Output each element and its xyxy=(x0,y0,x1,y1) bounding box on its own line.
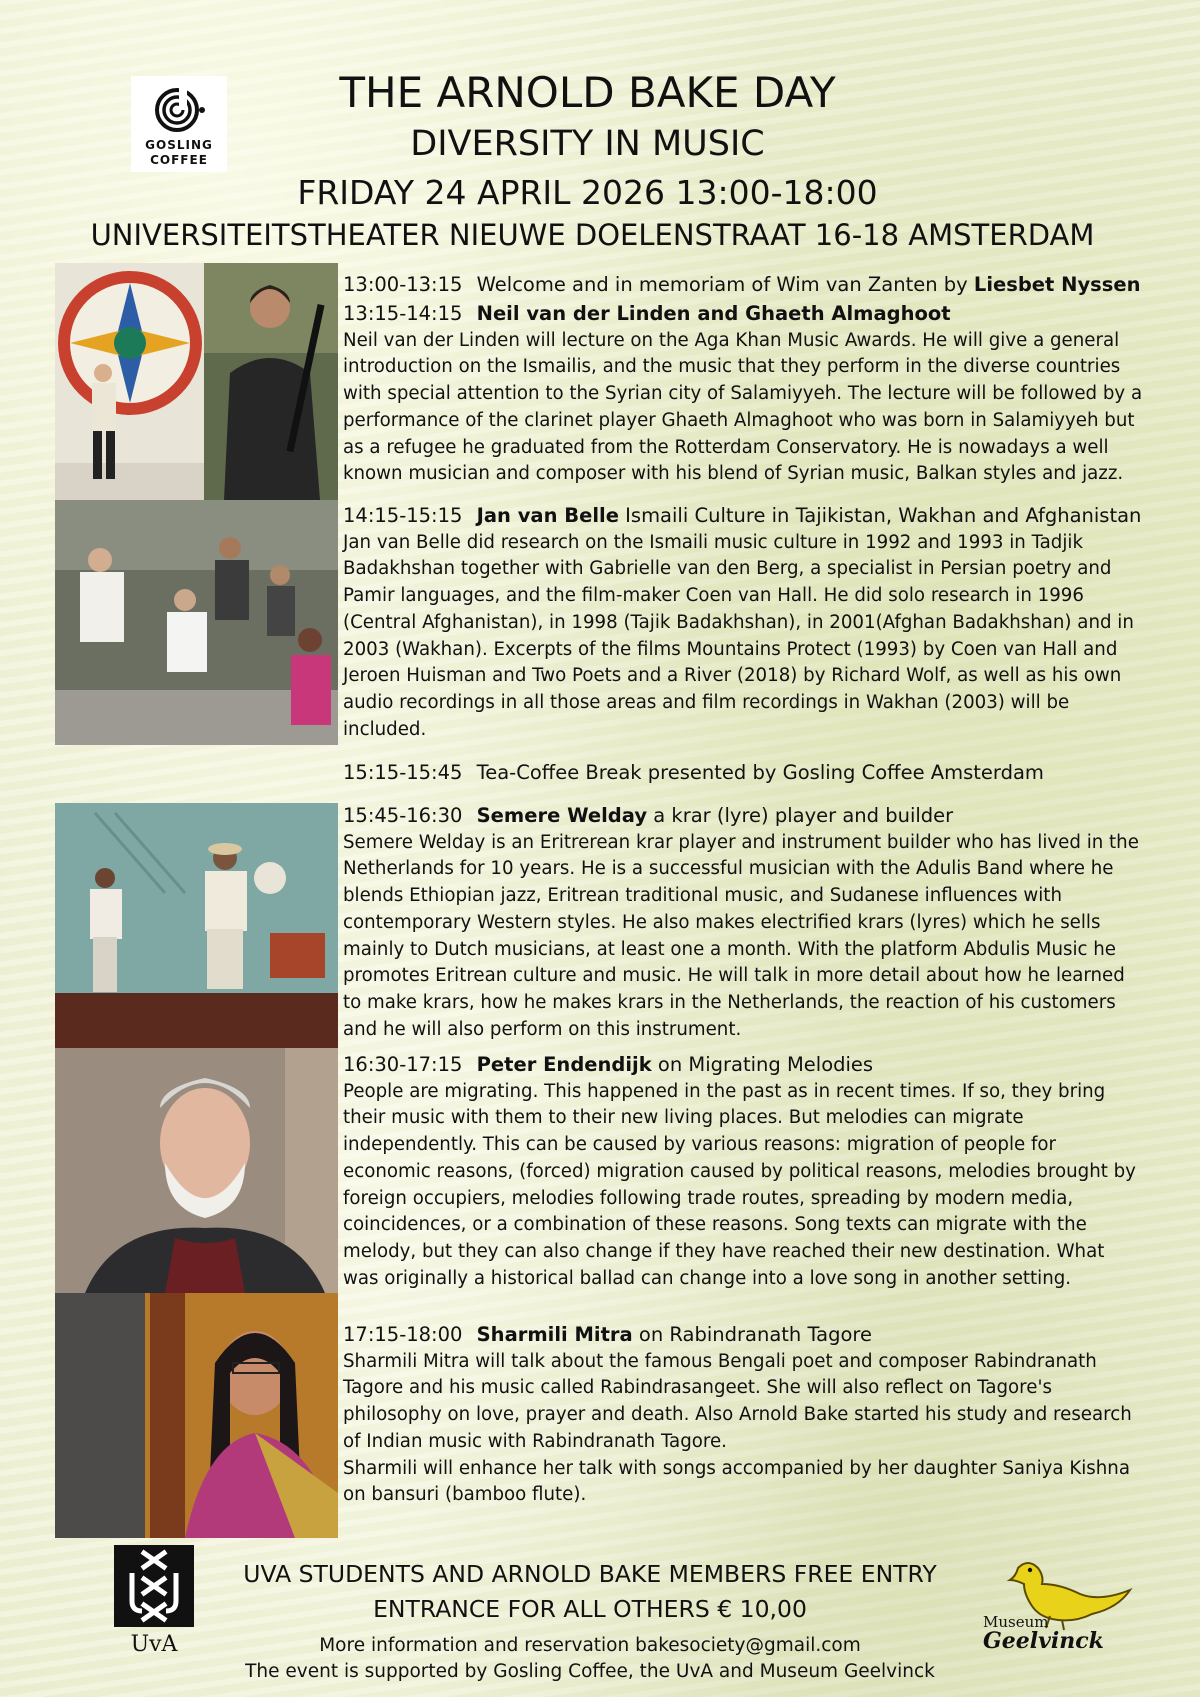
session-description: Sharmili Mitra will talk about the famous Bengali poet and composer Rabindranath Tagore and his music called Rabindrasangeet. She will also reflect on Tagore's philosophy on love, prayer and death. Also Arnold Bake started his study and research of Indian music with Rabindranath Tagore. xyxy=(343,1350,1132,1452)
session-speaker: Liesbet Nyssen xyxy=(973,273,1141,296)
session-jan-van-belle xyxy=(343,503,1143,743)
session-semere-welday xyxy=(343,803,1143,1043)
session-description: Semere Welday is an Eritrerean krar player and instrument builder who has lived in the Netherlands for 10 years. He is a successful musician with the Adulis Band where he blends Ethiopian jazz, Eritrean traditional music, and Sudanese influences with contemporary Western styles. He also makes electrified krars (lyres) which he sells mainly to Dutch musicians, at least one a month. With the platform Abdulis Music he promotes Eritrean culture and music. He will talk in more detail about how he learned to make krars, how he makes krars in the Netherlands, the reaction of his customers and he will also perform on this instrument. xyxy=(343,831,1139,1040)
session-description: People are migrating. This happened in the past as in recent times. If so, they bring their music with them to their new living places. But melodies can migrate independently. This can be caused by various reasons: migration of people for economic reasons, (forced) migration caused by political reasons, melodies brought by foreign occupiers, melodies following trade routes, spreading by modern media, coincidences, or a combination of these reasons. Song texts can migrate with the melody, but they can also change if they have reached their new destination. What was originally a historical ballad can change into a love song in another setting. xyxy=(343,1080,1136,1289)
coffee-label: COFFEE xyxy=(150,153,208,167)
entrance-fee: ENTRANCE FOR ALL OTHERS € 10,00 xyxy=(373,1595,807,1623)
session-peter-endendijk xyxy=(343,1052,1143,1292)
event-date: FRIDAY 24 APRIL 2026 13:00-18:00 xyxy=(297,173,878,212)
uva-label: UvA xyxy=(130,1632,178,1657)
uva-crosses-icon xyxy=(114,1545,194,1627)
event-venue: UNIVERSITEITSTHEATER NIEUWE DOELENSTRAAT 16-18 AMSTERDAM xyxy=(90,218,1095,252)
session-speaker: Sharmili Mitra xyxy=(476,1323,633,1346)
session-description-extra: Sharmili will enhance her talk with songs accompanied by her daughter Saniya Kishna on bansuri (bamboo flute). xyxy=(343,1457,1130,1506)
photo-sharmili-mitra xyxy=(55,1293,338,1538)
reservation-info: More information and reservation bakesociety@gmail.com xyxy=(319,1635,861,1656)
uva-logo xyxy=(114,1545,194,1627)
session-text: Welcome and in memoriam of Wim van Zanten by xyxy=(476,273,968,296)
page-title: THE ARNOLD BAKE DAY xyxy=(339,68,836,117)
session-time: 13:15-14:15 xyxy=(343,302,463,325)
session-speaker: Jan van Belle xyxy=(476,504,619,527)
session-time: 13:00-13:15 xyxy=(343,273,463,296)
sponsors-note: The event is supported by Gosling Coffee, the UvA and Museum Geelvinck xyxy=(245,1661,935,1682)
session-neil-van-der-linden xyxy=(343,301,1143,488)
session-time: 16:30-17:15 xyxy=(343,1053,463,1076)
photo-ghaeth-almaghoot xyxy=(204,263,338,500)
session-topic: a krar (lyre) player and builder xyxy=(653,804,954,827)
session-topic: on Migrating Melodies xyxy=(657,1053,874,1076)
session-time: 14:15-15:15 xyxy=(343,504,463,527)
session-topic: Ismaili Culture in Tajikistan, Wakhan and Afghanistan xyxy=(625,504,1142,527)
page-subtitle: DIVERSITY IN MUSIC xyxy=(410,124,765,164)
museum-label: Museum xyxy=(983,1613,1049,1631)
session-welcome xyxy=(343,272,1143,299)
gosling-label: GOSLING xyxy=(145,138,213,152)
session-topic: on Rabindranath Tagore xyxy=(638,1323,873,1346)
session-time: 15:15-15:45 xyxy=(343,761,463,784)
photo-semere-welday xyxy=(55,803,338,1048)
photo-peter-endendijk xyxy=(55,1048,338,1293)
session-speaker: Neil van der Linden and Ghaeth Almaghoot xyxy=(476,302,951,325)
session-speaker: Peter Endendijk xyxy=(476,1053,652,1076)
session-time: 17:15-18:00 xyxy=(343,1323,463,1346)
session-text: Tea-Coffee Break presented by Gosling Coffee Amsterdam xyxy=(476,761,1044,784)
session-speaker: Semere Welday xyxy=(476,804,648,827)
session-sharmili-mitra xyxy=(343,1322,1143,1509)
free-entry-notice: UVA STUDENTS AND ARNOLD BAKE MEMBERS FREE ENTRY xyxy=(243,1560,937,1588)
photo-neil-van-der-linden xyxy=(55,263,204,500)
session-description: Neil van der Linden will lecture on the Aga Khan Music Awards. He will give a general introduction on the Ismailis, and the music that they perform in the diverse countries with special attention to the Syrian city of Salamiyyeh. The lecture will be followed by a performance of the clarinet player Ghaeth Almaghoot who was born in Salamiyyeh but as a refugee he graduated from the Rotterdam Conservatory. He is nowadays a well known musician and composer with his blend of Syrian music, Balkan styles and jazz. xyxy=(343,329,1143,485)
session-time: 15:45-16:30 xyxy=(343,804,463,827)
photo-jan-van-belle-fieldwork xyxy=(55,500,338,745)
session-break xyxy=(343,760,1143,787)
session-description: Jan van Belle did research on the Ismaili music culture in 1992 and 1993 in Tadjik Badakhshan together with Gabrielle van den Berg, a specialist in Persian poetry and Pamir languages, and the film-maker Coen van Hall. He did solo research in 1996 (Central Afghanistan), in 1998 (Tajik Badakhshan), in 2001(Afghan Badakhshan) and in 2003 (Wakhan). Excerpts of the films Mountains Protect (1993) by Coen van Hall and Jeroen Huisman and Two Poets and a River (2018) by Richard Wolf, as well as his own audio recordings in all those areas and film recordings in Wakhan (2003) will be included. xyxy=(343,531,1134,740)
geelvinck-label: Geelvinck xyxy=(983,1628,1104,1654)
